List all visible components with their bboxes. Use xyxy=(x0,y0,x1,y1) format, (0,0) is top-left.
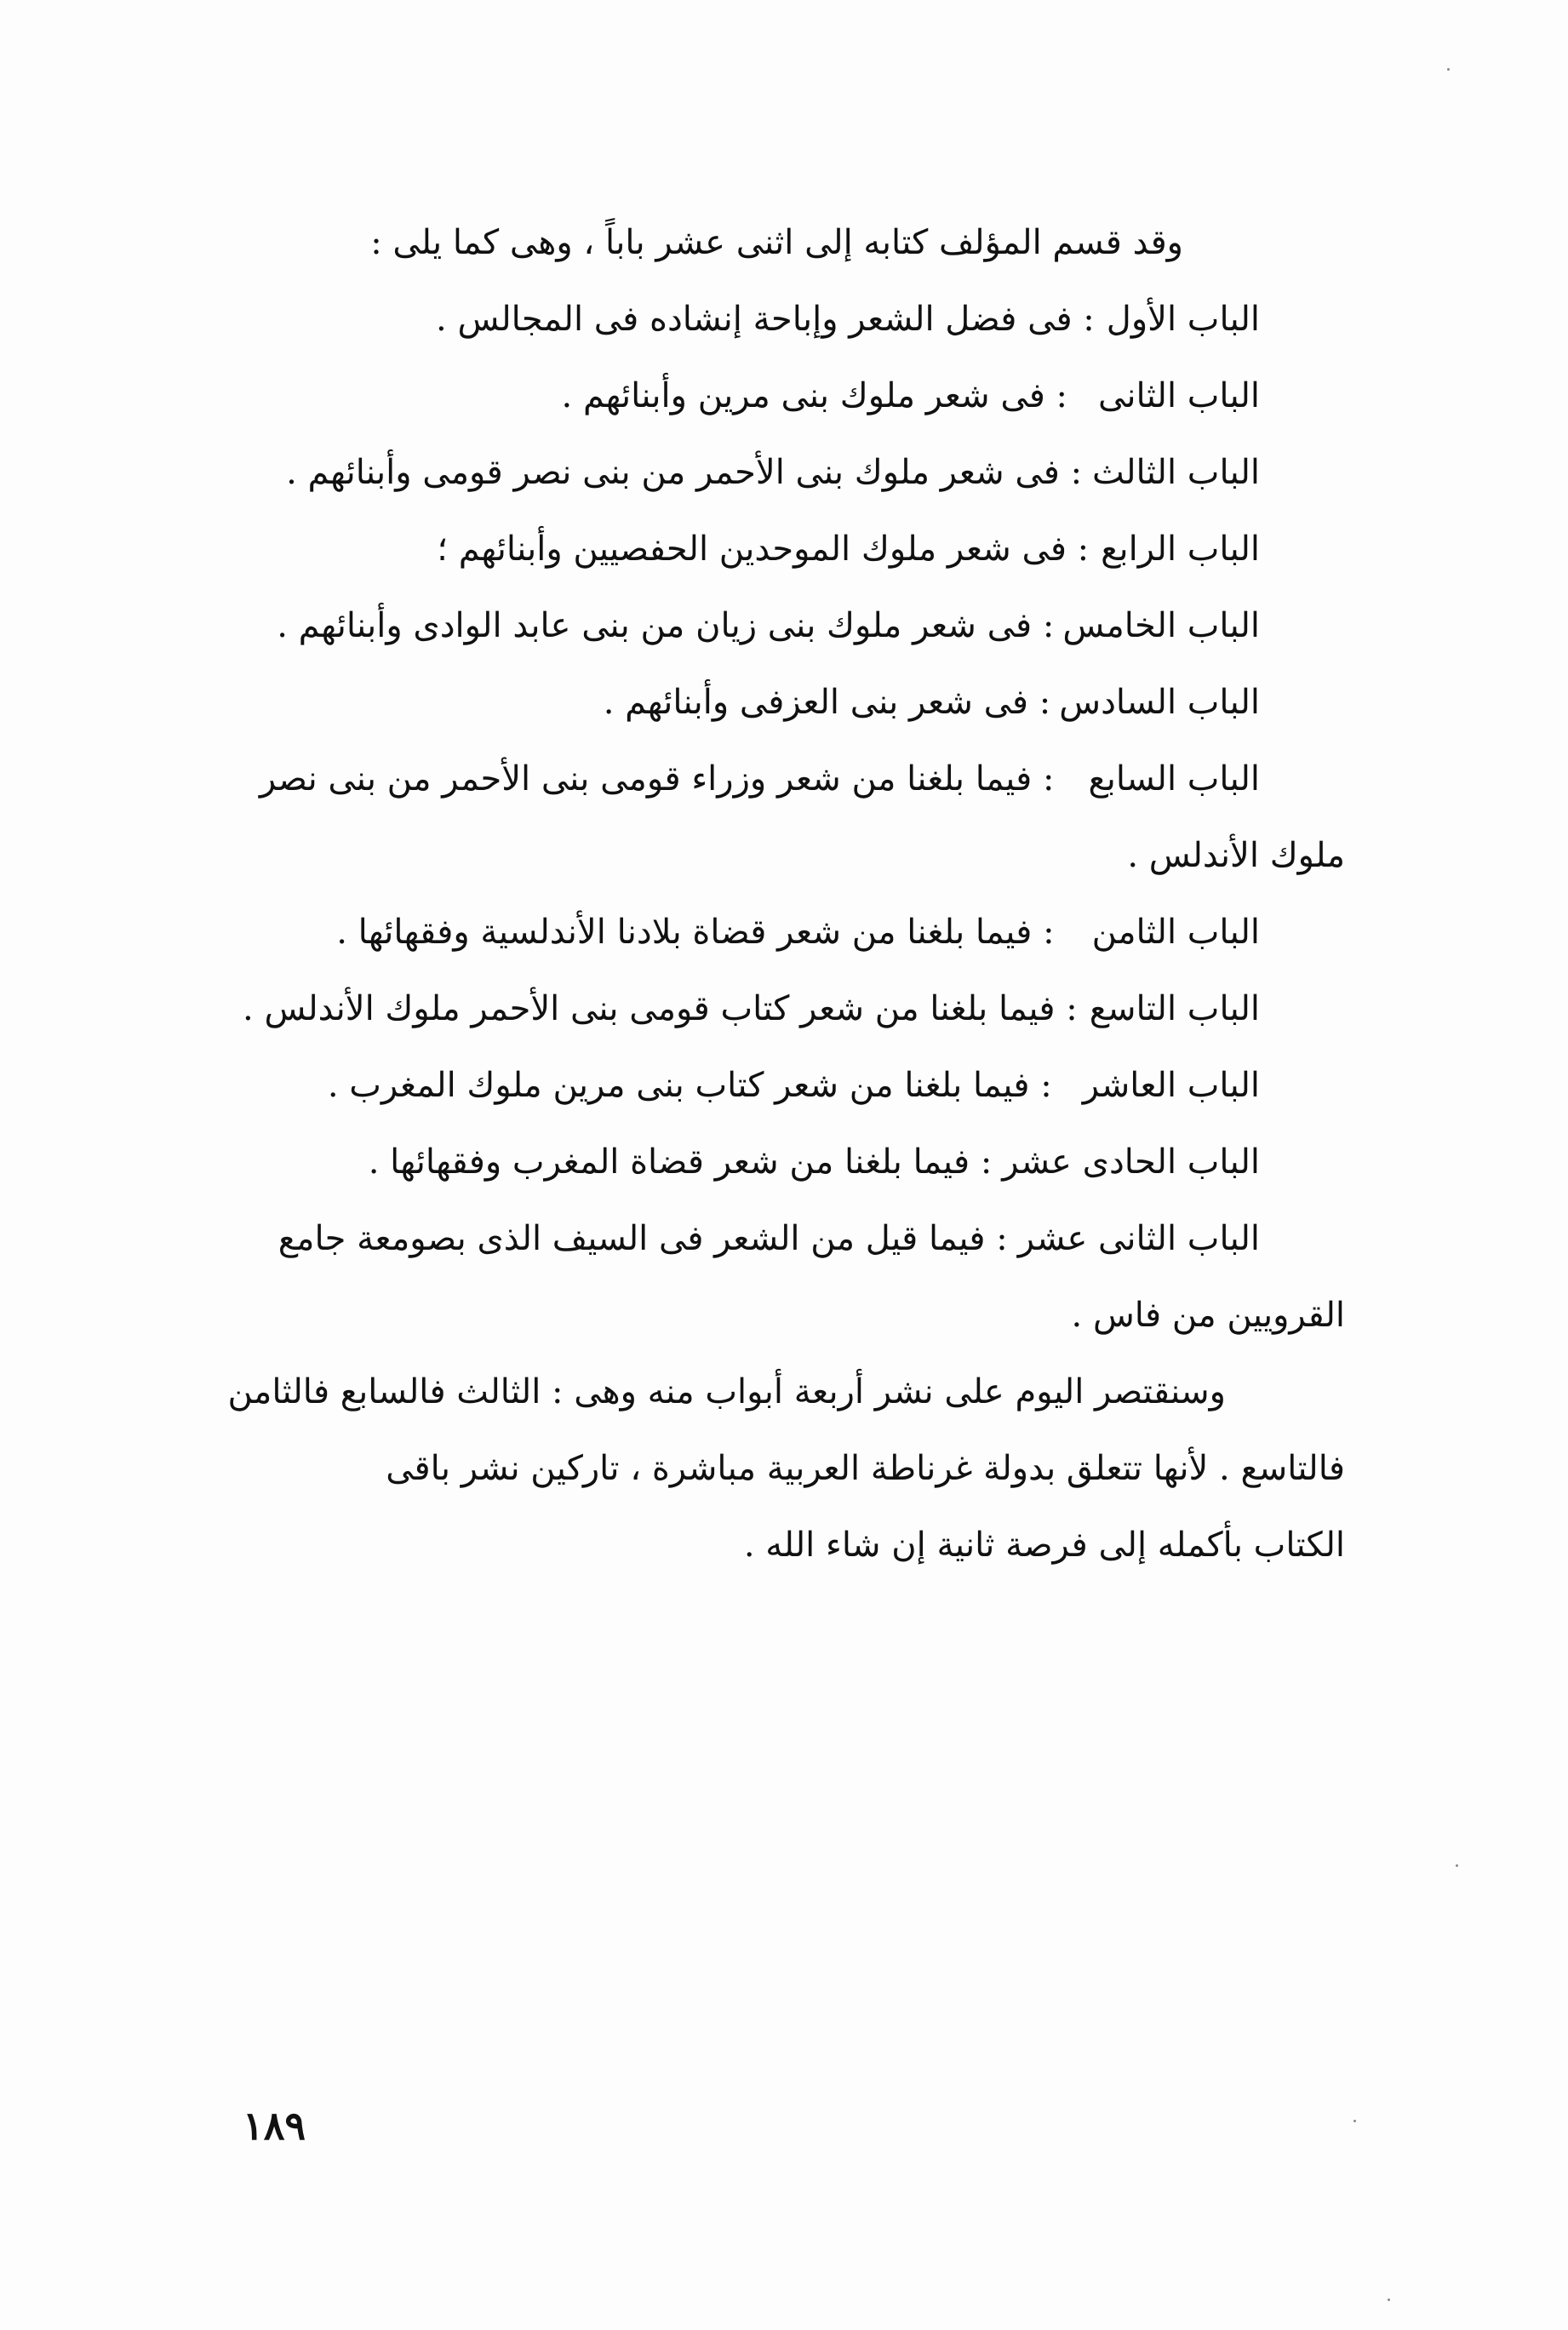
chapter-3 xyxy=(238,434,1260,511)
chapter-10 xyxy=(238,1047,1260,1124)
chapter-label: الباب التاسع xyxy=(1089,989,1260,1028)
chapter-label: الباب السادس xyxy=(1059,683,1260,722)
paper-speck xyxy=(1456,1864,1458,1867)
chapter-continuation: ملوك الأندلس . xyxy=(1127,836,1345,875)
chapter-desc: : فيما قيل من الشعر فى السيف الذى بصومعة جامع xyxy=(278,1219,1008,1258)
chapter-4 xyxy=(238,511,1260,587)
chapter-label: الباب السابع xyxy=(1088,759,1260,799)
chapter-desc: : فى فضل الشعر وإباحة إنشاده فى المجالس . xyxy=(436,300,1095,339)
paper-speck xyxy=(1447,68,1450,71)
main-text xyxy=(227,204,1345,1583)
chapter-desc: : فيما بلغنا من شعر قضاة المغرب وفقهائها . xyxy=(368,1142,993,1182)
chapter-desc: : فى شعر ملوك بنى الأحمر من بنى نصر قومى وأبنائهم . xyxy=(286,453,1083,492)
chapter-label: الباب الثانى xyxy=(1098,376,1260,415)
chapter-6 xyxy=(238,664,1260,741)
closing-line-3: الكتاب بأكمله إلى فرصة ثانية إن شاء الله . xyxy=(743,1526,1345,1565)
chapter-5 xyxy=(238,587,1260,664)
chapter-label: الباب الثالث xyxy=(1092,453,1260,492)
chapter-desc: : فيما بلغنا من شعر كتاب قومى بنى الأحمر ملوك الأندلس . xyxy=(243,989,1078,1028)
chapter-desc: : فى شعر ملوك الموحدين الحفصيين وأبنائهم ؛ xyxy=(437,530,1090,569)
chapter-11 xyxy=(238,1124,1260,1200)
chapter-continuation: القرويين من فاس . xyxy=(1071,1296,1345,1335)
chapter-label: الباب الرابع xyxy=(1101,530,1260,569)
chapter-7 xyxy=(238,741,1260,817)
closing-line-2: فالتاسع . لأنها تتعلق بدولة غرناطة العربية مباشرة ، تاركين نشر باقى xyxy=(386,1449,1345,1488)
chapter-1 xyxy=(238,281,1260,358)
chapter-desc: : فيما بلغنا من شعر قضاة بلادنا الأندلسية وفقهائها . xyxy=(336,913,1055,952)
chapter-8 xyxy=(238,894,1260,970)
chapter-label: الباب الثامن xyxy=(1091,913,1260,952)
chapter-desc: : فى شعر بنى العزفى وأبنائهم . xyxy=(603,683,1051,722)
chapter-9 xyxy=(238,970,1260,1047)
closing-line-1: وسنقتصر اليوم على نشر أربعة أبواب منه وهى : الثالث فالسابع فالثامن xyxy=(227,1372,1226,1411)
paper-speck xyxy=(1353,2120,1356,2122)
chapter-desc: : فى شعر ملوك بنى مرين وأبنائهم . xyxy=(561,376,1068,415)
page-number: ١٨٩ xyxy=(243,2103,306,2149)
intro-line: وقد قسم المؤلف كتابه إلى اثنى عشر باباً ، وهى كما يلى : xyxy=(370,223,1183,262)
chapter-desc: : فيما بلغنا من شعر كتاب بنى مرين ملوك المغرب . xyxy=(327,1066,1052,1105)
chapter-12 xyxy=(238,1200,1260,1277)
chapter-label: الباب الحادى عشر xyxy=(1002,1142,1260,1182)
chapter-desc: : فيما بلغنا من شعر وزراء قومى بنى الأحمر من بنى نصر xyxy=(259,759,1055,799)
chapter-desc: : فى شعر ملوك بنى زيان من بنى عابد الوادى وأبنائهم . xyxy=(277,606,1055,645)
chapter-2 xyxy=(238,358,1260,434)
chapter-label: الباب الخامس xyxy=(1062,606,1260,645)
paper-speck xyxy=(1388,2299,1390,2301)
chapter-label: الباب الأول xyxy=(1106,300,1260,339)
chapter-label: الباب العاشر xyxy=(1082,1066,1260,1105)
chapter-label: الباب الثانى عشر xyxy=(1017,1219,1260,1258)
